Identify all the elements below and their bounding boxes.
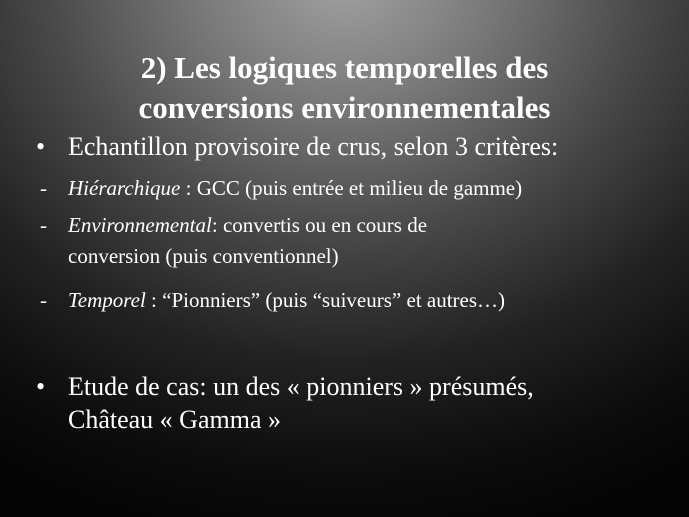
bullet-line-2: Château « Gamma »	[68, 405, 281, 434]
slide-title-line-2: conversions environnementales	[138, 90, 551, 125]
slide-title	[0, 48, 689, 128]
sub-item-line-1	[68, 210, 427, 241]
dash-marker-icon: -	[40, 288, 47, 312]
dash-marker-icon: -	[40, 213, 47, 237]
sub-item-desc: : “Pionniers” (puis “suiveurs” et autres…)	[145, 288, 506, 312]
sub-item-text	[68, 285, 505, 316]
sub-item-line-2: conversion (puis conventionnel)	[68, 244, 339, 268]
sub-item-term: Temporel	[68, 288, 146, 312]
sub-item-desc: : convertis ou en cours de	[211, 213, 428, 237]
sub-item-text	[68, 210, 427, 272]
bullet-dot-icon: •	[36, 372, 46, 401]
bullet-text: Echantillon provisoire de crus, selon 3 critères:	[68, 132, 559, 161]
bullet-dot-icon: •	[36, 132, 46, 161]
sub-item-desc: : GCC (puis entrée et milieu de gamme)	[180, 176, 523, 200]
dash-marker-icon: -	[40, 176, 47, 200]
bullet-text	[68, 370, 534, 436]
sub-item-term: Environnemental	[68, 213, 212, 237]
sub-item-term: Hiérarchique	[68, 176, 181, 200]
slide-title-line-1: 2) Les logiques temporelles des	[140, 50, 549, 85]
bullet-line-1: Etude de cas: un des « pionniers » présumés,	[68, 372, 534, 401]
sub-item-text	[68, 173, 522, 204]
